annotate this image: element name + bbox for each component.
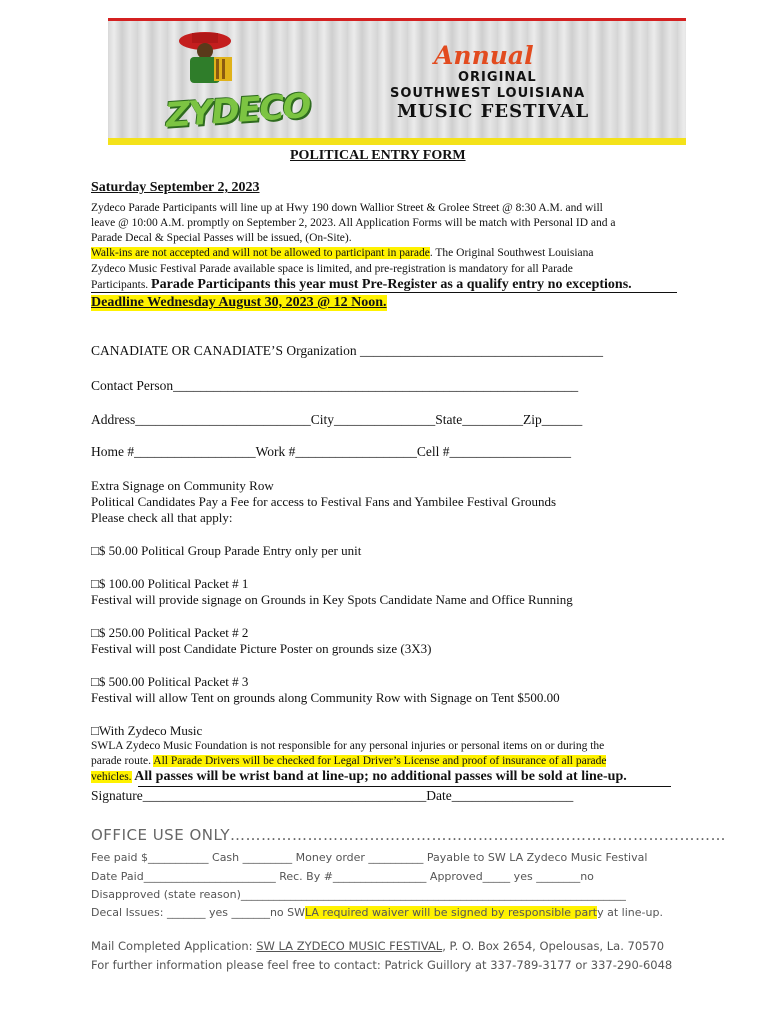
mail-label: Mail Completed Application: [91, 939, 257, 953]
vehicles-highlight: vehicles. [91, 771, 132, 783]
intro-line: Zydeco Parade Participants will line up at Hwy 190 down Wallior Street & Grolee Street @ 8:30 A.M. and will [91, 202, 603, 214]
route-text: parade route. [91, 755, 154, 767]
deadline-notice: Deadline Wednesday August 30, 2023 @ 12 Noon. [91, 295, 387, 310]
option-detail: Festival will allow Tent on grounds along Community Row with Signage on Tent $500.00 [91, 690, 560, 705]
contact-info-line: For further information please feel free to contact: Patrick Guillory at 337-789-3177 or 337-290-6048 [91, 958, 673, 972]
original-label: ORIGINAL [458, 70, 537, 85]
option-label: $ 250.00 Political Packet # 2 [98, 625, 249, 640]
office-use-title: OFFICE USE ONLY…………………………………………………………………………………… [91, 826, 727, 844]
office-disapproved-line: Disapproved (state reason)______________________________________________________________________ [91, 888, 626, 901]
phone-fields[interactable]: Home #__________________Work #__________________Cell #__________________ [91, 444, 572, 459]
extra-signage-text: Extra Signage on Community Row [91, 478, 274, 493]
option-label: $ 500.00 Political Packet # 3 [98, 674, 249, 689]
festival-banner [108, 18, 686, 145]
mail-address: , P. O. Box 2654, Opelousas, La. 70570 [442, 939, 665, 953]
option-label: $ 100.00 Political Packet # 1 [98, 576, 249, 591]
decal-end-text: y at line-up. [597, 906, 663, 919]
candidate-field[interactable]: CANADIATE OR CANADIATE’S Organization ____________________________________ [91, 343, 603, 358]
checkbox-icon[interactable]: □ [91, 625, 99, 640]
fee-description: Political Candidates Pay a Fee for access to Festival Fans and Yambilee Festival Grounds [91, 494, 557, 509]
liability-text [91, 754, 606, 770]
zydeco-logo-text: ZYDECO [163, 86, 312, 136]
option-detail: Festival will post Candidate Picture Poster on grounds size (3X3) [91, 641, 432, 656]
option-label: With Zydeco Music [98, 723, 203, 738]
checkbox-icon[interactable]: □ [91, 723, 99, 738]
intro-line: Zydeco Music Festival Parade available space is limited, and pre-registration is mandatory for all Parade [91, 263, 573, 275]
checkbox-icon[interactable]: □ [91, 674, 99, 689]
notice-underline [91, 292, 677, 293]
accordion-player-logo [170, 27, 240, 87]
intro-line: leave @ 10:00 A.M. promptly on September 2, 2023. All Application Forms will be match with Personal ID and a [91, 217, 616, 229]
option-zydeco-music-checkbox[interactable] [91, 722, 202, 740]
walkins-highlight: Walk-ins are not accepted and will not be allowed to participant in parade [91, 247, 430, 259]
decal-text: Decal Issues: _______ yes _______no SW [91, 906, 306, 919]
office-decal-line [91, 906, 663, 919]
participants-label: Participants. [91, 279, 152, 291]
signature-date-field[interactable]: Signature__________________________________________Date__________________ [91, 788, 574, 803]
checkbox-icon[interactable]: □ [91, 543, 99, 558]
option-label: $ 50.00 Political Group Parade Entry only per unit [98, 543, 362, 558]
address-field[interactable]: Address__________________________City_______________State_________Zip______ [91, 412, 583, 427]
music-festival-label: MUSIC FESTIVAL [397, 101, 590, 122]
mail-application-line [91, 939, 664, 953]
walkins-line [91, 246, 593, 262]
passes-line [91, 769, 627, 786]
office-date-line: Date Paid________________________ Rec. By #_________________ Approved_____ yes ________no [91, 870, 594, 883]
option-50-checkbox[interactable] [91, 542, 361, 560]
southwest-louisiana-label: SOUTHWEST LOUISIANA [390, 86, 586, 101]
intro-line: Parade Decal & Special Passes will be issued, (On-Site). [91, 232, 352, 244]
walkins-rest: . The Original Southwest Louisiana [429, 247, 594, 259]
checkbox-icon[interactable]: □ [91, 576, 99, 591]
office-fee-line: Fee paid $___________ Cash _________ Money order __________ Payable to SW LA Zydeco Music Festival [91, 851, 648, 864]
option-detail: Festival will provide signage on Grounds in Key Spots Candidate Name and Office Running [91, 592, 573, 607]
mail-organization: SW LA ZYDECO MUSIC FESTIVAL [256, 939, 443, 953]
annual-label: Annual [434, 41, 534, 70]
waiver-highlight: LA required waiver will be signed by responsible part [305, 906, 598, 919]
form-title: POLITICAL ENTRY FORM [290, 148, 466, 163]
event-date: Saturday September 2, 2023 [91, 180, 260, 195]
banner-stripe [108, 138, 686, 145]
preregister-notice: Parade Participants this year must Pre-Register as a qualify entry no exceptions. [151, 277, 632, 292]
check-instruction: Please check all that apply: [91, 510, 233, 525]
drivers-highlight: All Parade Drivers will be checked for Legal Driver’s License and proof of insurance of all parade [153, 755, 607, 767]
wristband-underline [138, 786, 671, 787]
wristband-notice: All passes will be wrist band at line-up; no additional passes will be sold at line-up. [131, 769, 627, 784]
liability-text: SWLA Zydeco Music Foundation is not responsible for any personal injuries or personal items on or during the [91, 740, 605, 752]
contact-person-field[interactable]: Contact Person____________________________________________________________ [91, 378, 579, 393]
